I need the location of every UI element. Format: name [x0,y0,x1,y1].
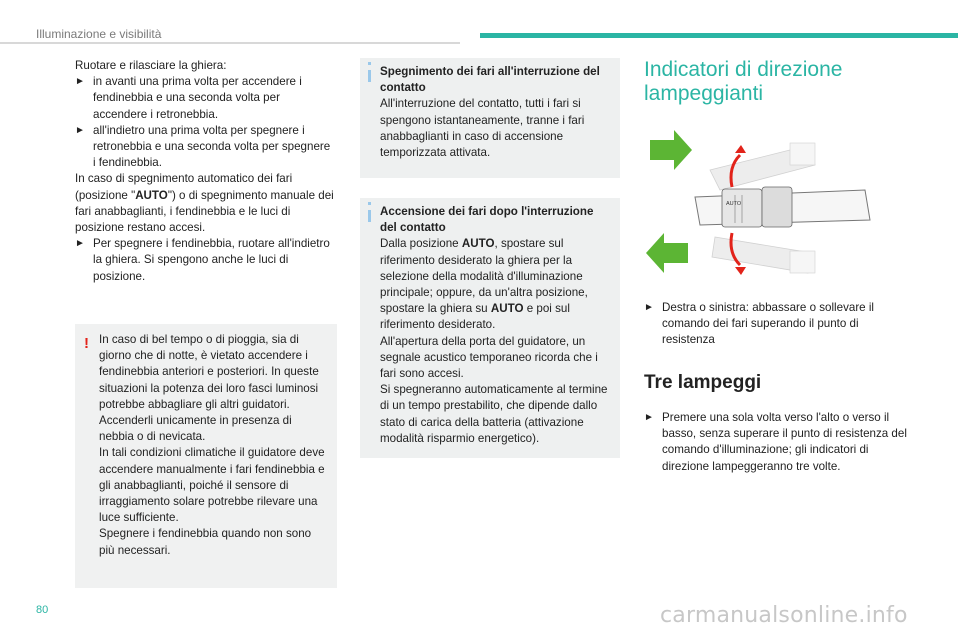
stalk-main [695,187,870,227]
list-item [644,300,909,349]
info-icon [368,62,371,65]
text-span: In caso di spegnimento automatico dei fari (posizione " [75,172,293,202]
section-header: Illuminazione e visibilità [36,27,162,41]
stalk-down-ghost [712,237,815,273]
list-item [75,74,335,123]
info-icon-stem [368,70,371,82]
stalk-auto-label: AUTO [726,201,742,207]
info-icon-stem [368,210,371,222]
warning-icon: ! [84,335,89,352]
bullet-icon: ► [75,76,85,88]
bullet-icon: ► [75,124,85,136]
bullet-icon: ► [644,412,654,423]
text-span: ") o di spegnimento manuale dei fari anabbaglianti, i fendinebbia e le luci di posizione restano accesi. [75,188,334,235]
turn-signal-stalk-illustration [640,125,890,290]
list-item [75,123,335,172]
intro-text: Ruotare e rilasciare la ghiera: [75,59,227,72]
info-text [380,236,612,333]
info-box-switch-off [360,58,620,178]
text-span: e poi sul riferimento desiderato. [380,302,570,332]
info-text: All'apertura della porta del guidatore, un segnale acustico temporaneo ricorda che i fari sono accesi. [380,334,598,381]
list-item-text: all'indietro una prima volta per spegnere i retronebbia e una seconda volta per spegnere i fendinebbia. [93,123,331,170]
section-title: Indicatori di direzione lampeggianti [644,58,843,105]
subsection-title: Tre lampeggi [644,372,762,393]
arrow-down-left-icon [646,233,688,273]
warning-text: In caso di bel tempo o di pioggia, sia di giorno che di notte, è vietato accendere i fendinebbia anteriori e posteriori. In queste situazioni la potenza dei loro fasci luminosi potrebbe abbagliare gli altri guidatori. Accenderli unicamente in presenza di nebbia o di nevicata. [99,333,319,444]
arrow-right-icon [650,130,692,170]
warning-text: Spegnere i fendinebbia quando non sono più necessari. [99,527,312,557]
info-box-switch-on [360,198,620,458]
bullet-icon: ► [75,238,85,250]
auto-paragraph [75,171,335,236]
info-icon [368,202,371,205]
auto-label: AUTO [135,188,168,202]
auto-label: AUTO [490,302,524,316]
header-rule [0,42,460,44]
bullet-icon: ► [644,302,654,313]
auto-label: AUTO [461,237,495,251]
list-item [75,236,335,285]
watermark: carmanualsonline.info [660,603,908,628]
warning-box [75,324,337,588]
column-left [75,58,335,285]
stalk-up-ghost [710,143,815,190]
text-span: Dalla posizione [380,237,462,251]
info-text: Si spegneranno automaticamente al termine di un tempo prestabilito, che dipende dallo stato di carica della batteria (attivazione modalità risparmio energetico). [380,383,608,445]
header-accent-bar [480,33,958,38]
list-item-text: Premere una sola volta verso l'alto o verso il basso, senza superare il punto di resistenza del comando d'illuminazione; gli indicatori di direzione lampeggeranno tre volte. [662,411,907,473]
text-span: , spostare sul riferimento desiderato la ghiera per la selezione della modalità d'illuminazione principale; oppure, da un'altra posizione, spostare la ghiera su [380,237,588,316]
page-number: 80 [36,604,49,616]
list-item [644,410,909,475]
warning-text: In tali condizioni climatiche il guidatore deve accendere manualmente i fari fendinebbia e gli anabbaglianti, poiché il sensore di irraggiamento solare potrebbe rilevare una luce sufficiente. [99,446,325,525]
info-title: Spegnimento dei fari all'interruzione del contatto [380,65,600,95]
list-item-text: Per spegnere i fendinebbia, ruotare all'indietro la ghiera. Si spengono anche le luci di posizione. [93,237,330,283]
list-item-text: Destra o sinistra: abbassare o sollevare il comando dei fari superando il punto di resistenza [662,301,875,347]
info-text: All'interruzione del contatto, tutti i fari si spengono istantaneamente, tranne i fari anabbaglianti in caso di accensione temporizzata attivata. [380,97,585,160]
info-title: Accensione dei fari dopo l'interruzione del contatto [380,205,594,235]
list-item-text: in avanti una prima volta per accendere i fendinebbia e una seconda volta per accendere i retronebbia. [93,75,302,121]
